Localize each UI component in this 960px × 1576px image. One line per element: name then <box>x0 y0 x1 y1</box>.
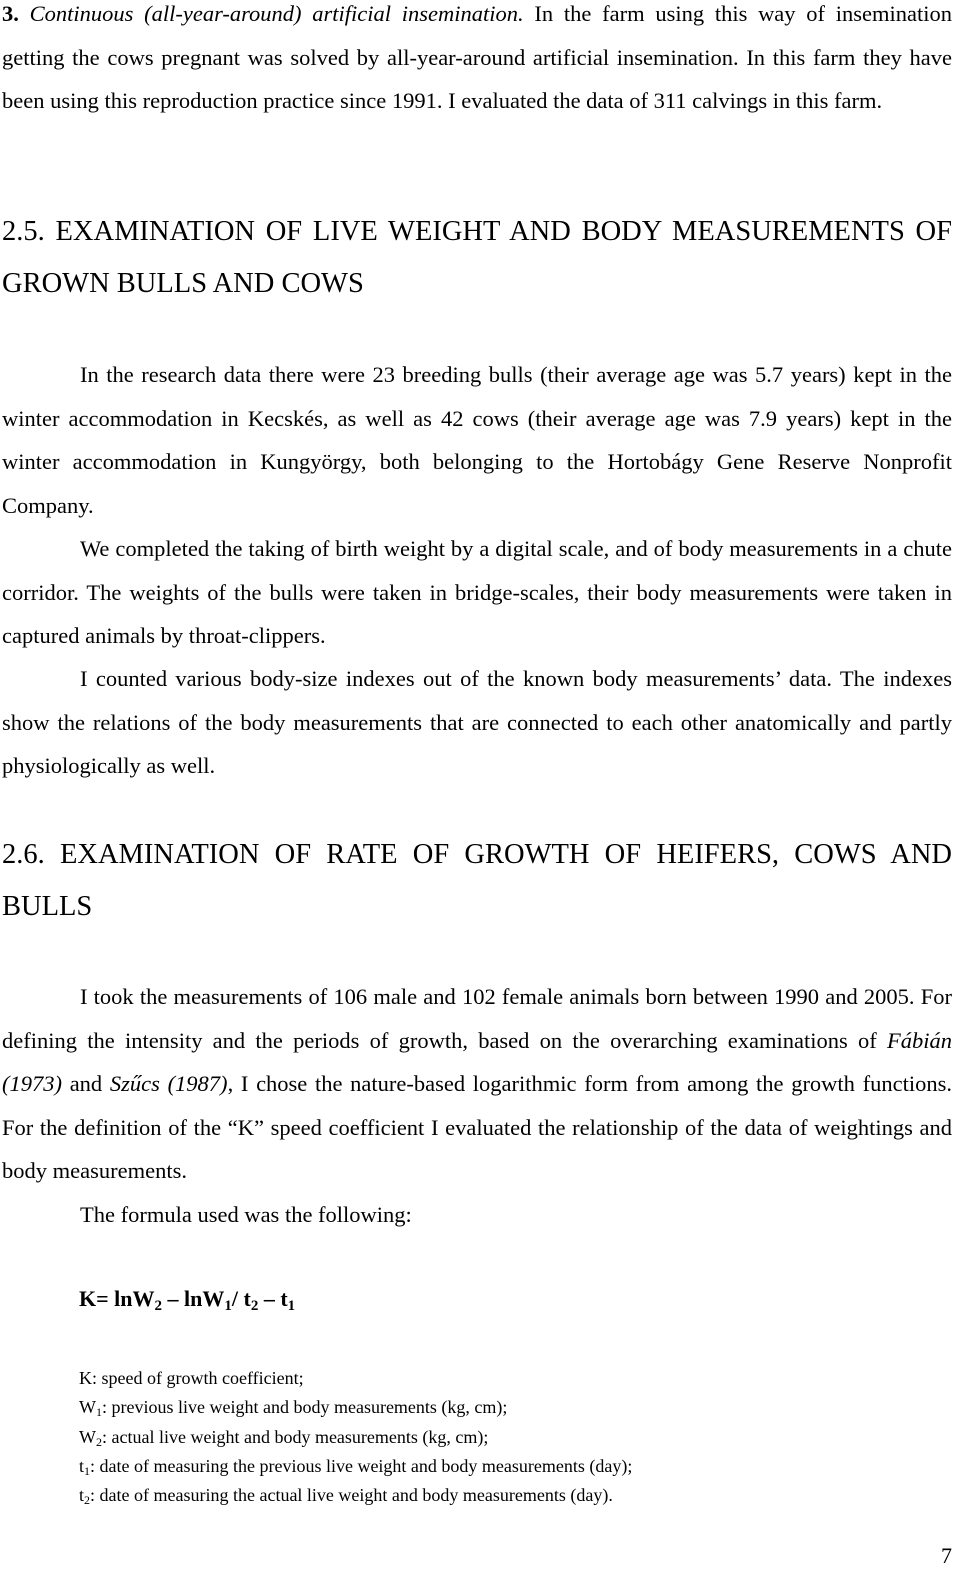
para-text-a: I took the measurements of 106 male and 102 female animals born between 1990 and 2005. For defining the intensity and the periods of growth, based on the overarching examinations of <box>2 984 952 1053</box>
definition-w2: $W_2$: actual live weight and body measurements (kg, cm); <box>79 1426 489 1449</box>
intro-text: In the farm using this way of insemination getting the cows pregnant was solved by all-year-around artificial insemination. In this farm they have been using this reproduction practice since 1991. I evaluated the data of 311 calvings in this farm. <box>2 1 953 113</box>
intro-title: Continuous (all-year-around) artificial insemination. <box>29 1 524 26</box>
section-2-6-heading: 2.6. EXAMINATION OF RATE OF GROWTH OF HEIFERS, COWS AND BULLS <box>2 839 952 922</box>
section-2-6-paragraph-2: The formula used was the following: <box>80 1202 412 1227</box>
para-text-b: and <box>62 1071 110 1096</box>
intro-number: 3. <box>2 1 19 26</box>
definition-t2: $t_2$: date of measuring the actual live weight and body measurements (day). <box>79 1485 613 1508</box>
citation-szucs: Szűcs (1987) <box>109 1071 228 1096</box>
section-2-5-paragraph-2: We completed the taking of birth weight by a digital scale, and of body measurements in a chute corridor. The weights of the bulls were taken in bridge-scales, their body measurements were taken in captured animals by throat-clippers. <box>2 536 952 648</box>
page-number: 7 <box>941 1543 952 1568</box>
intro-paragraph <box>2 0 952 123</box>
section-2-6-paragraph-1 <box>2 975 952 1193</box>
definition-k: K: speed of growth coefficient; <box>79 1368 304 1388</box>
section-2-5-heading: 2.5. EXAMINATION OF LIVE WEIGHT AND BODY MEASUREMENTS OF GROWN BULLS AND COWS <box>2 216 952 299</box>
definition-t1: $t_1$: date of measuring the previous live weight and body measurements (day); <box>79 1455 633 1478</box>
citation-fabian: Fábián (1973) <box>2 1027 952 1096</box>
section-2-5-paragraph-3: I counted various body-size indexes out of the known body measurements’ data. The indexes show the relations of the body measurements that are connected to each other anatomically and partly physiologically as well. <box>2 666 952 778</box>
para-text-c: , I chose the nature-based logarithmic form from among the growth functions. For the definition of the “K” speed coefficient I evaluated the relationship of the data of weightings and body measurements. <box>2 1071 952 1183</box>
formula-definitions <box>79 1366 939 1512</box>
growth-formula: K= lnW$_2$ – lnW$_1$/ $t_2 - t_1$ <box>79 1286 296 1314</box>
section-2-5-paragraph-1: In the research data there were 23 breeding bulls (their average age was 5.7 years) kept in the winter accommodation in Kecskés, as well as 42 cows (their average age was 7.9 years) kept in the winter accommodation in Kungyörgy, both belonging to the Hortobágy Gene Reserve Nonprofit Company. <box>2 362 952 518</box>
definition-w1: $W_1$: previous live weight and body measurements (kg, cm); <box>79 1397 508 1420</box>
